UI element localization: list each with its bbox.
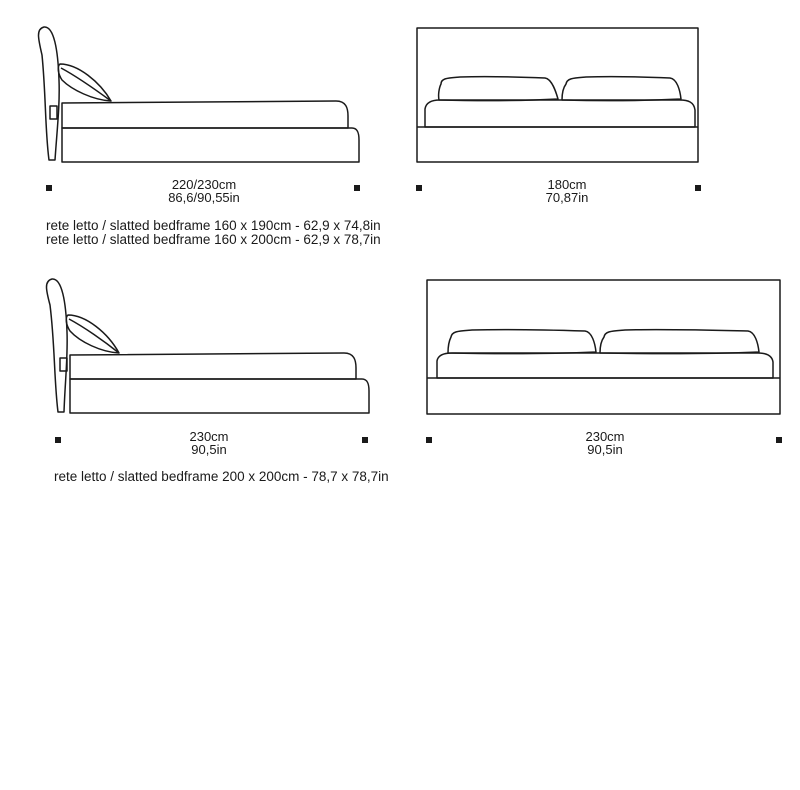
bottom-front-dim-cm: 230cm: [585, 429, 625, 444]
marker-bottom-front-right: [776, 437, 782, 443]
bottom-front-dimension: [545, 430, 665, 456]
marker-top-front-right: [695, 185, 701, 191]
bottom-front-pillow-left: [448, 330, 596, 354]
bottom-side-dim-in: 90,5in: [191, 442, 227, 457]
top-front-pillow-left: [439, 77, 558, 101]
marker-top-side-left: [46, 185, 52, 191]
top-side-base: [62, 128, 359, 162]
bottom-front-mattress: [437, 353, 773, 378]
top-side-dimension: [129, 178, 279, 204]
marker-top-side-right: [354, 185, 360, 191]
bottom-front-dim-in: 90,5in: [587, 442, 623, 457]
bottom-front-view: [427, 280, 780, 414]
top-side-view: [39, 27, 360, 162]
top-side-dim-cm: 220/230cm: [171, 177, 237, 192]
bottom-side-dim-cm: 230cm: [189, 429, 229, 444]
marker-bottom-side-right: [362, 437, 368, 443]
bottom-side-dimension: [149, 430, 269, 456]
bottom-front-headboard: [427, 280, 780, 414]
bottom-side-base: [70, 379, 369, 413]
bottom-note-1: rete letto / slatted bedframe 200 x 200cm - 78,7 x 78,7in: [54, 469, 389, 484]
top-front-pillow-right: [562, 77, 681, 101]
top-side-dim-in: 86,6/90,55in: [168, 190, 240, 205]
bottom-front-pillow-right: [600, 330, 759, 354]
marker-bottom-front-left: [426, 437, 432, 443]
top-front-dimension: [507, 178, 627, 204]
top-note-1: rete letto / slatted bedframe 160 x 190cm - 62,9 x 74,8in: [46, 218, 381, 233]
top-side-bracket: [50, 106, 57, 119]
top-front-mattress: [425, 100, 695, 127]
top-front-dim-cm: 180cm: [547, 177, 587, 192]
top-side-mattress: [62, 101, 348, 128]
top-note-2: rete letto / slatted bedframe 160 x 200cm - 62,9 x 78,7in: [46, 232, 381, 247]
top-side-headboard: [39, 27, 60, 160]
bottom-side-view: [47, 279, 370, 413]
marker-top-front-left: [416, 185, 422, 191]
top-front-view: [417, 28, 698, 162]
top-front-dim-in: 70,87in: [545, 190, 589, 205]
bottom-side-mattress: [70, 353, 356, 379]
bottom-side-headboard: [47, 279, 68, 412]
marker-bottom-side-left: [55, 437, 61, 443]
